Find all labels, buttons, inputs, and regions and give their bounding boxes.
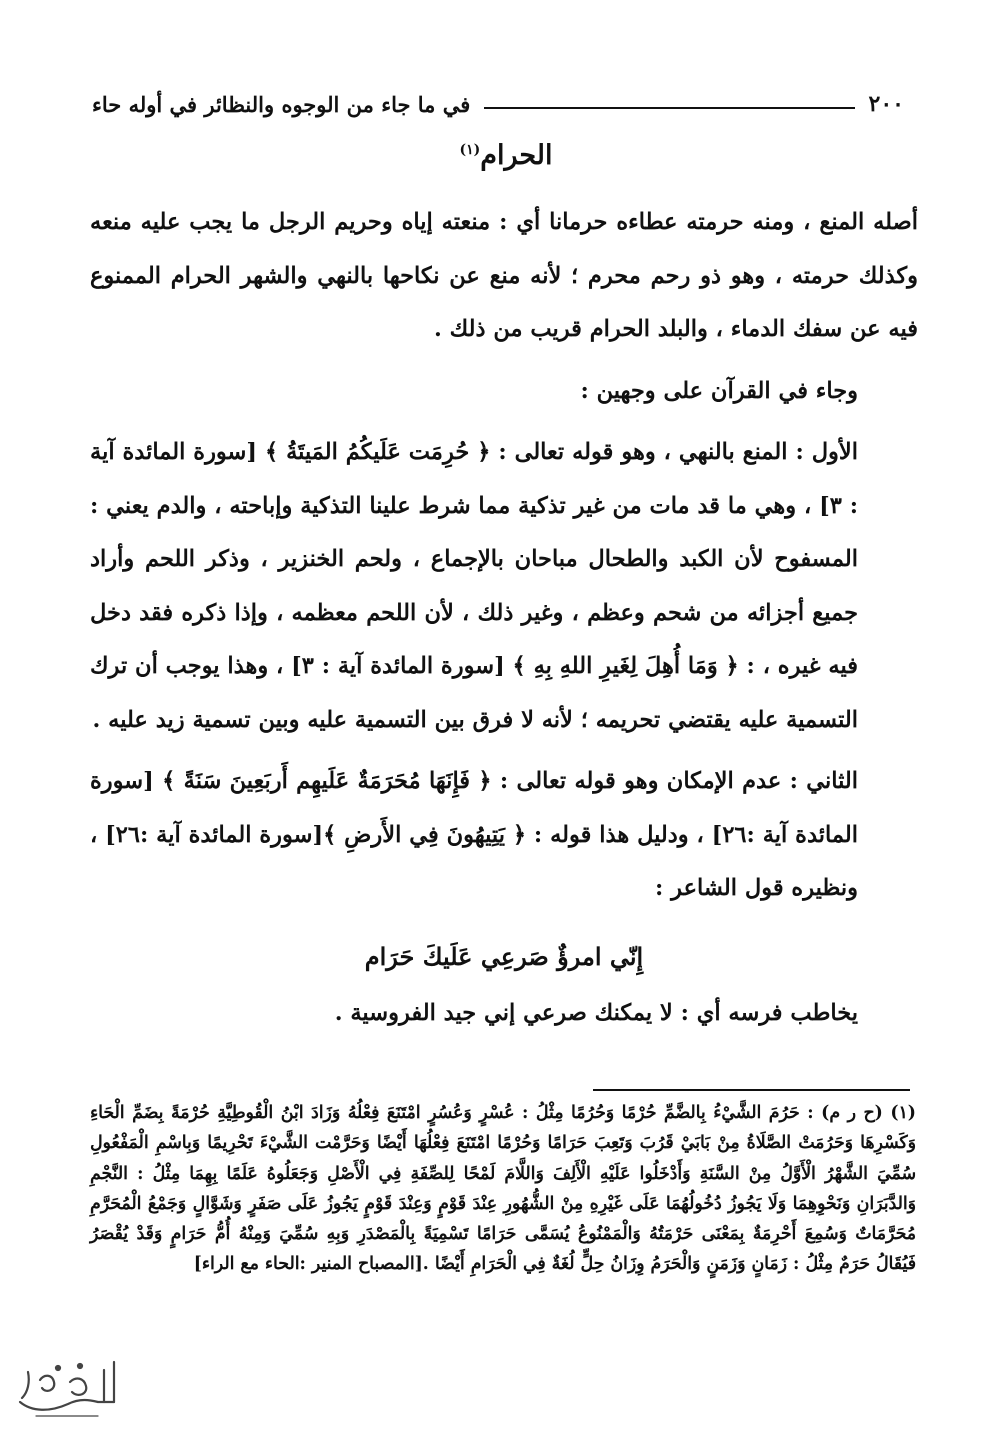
paragraph-first-aspect: الأول : المنع بالنهي ، وهو قوله تعالى : ﴿ حُرِمَت عَلَيكُمُ المَيتَةُ ﴾ [سورة المائدة آية : ٣] ، وهي ما قد مات من غير تذكية مما شرط علينا التذكية وإباحته ، والدم يعني : المسفوح لأن الكبد والطحال مباحان بالإجماع ، ولحم الخنزير ، وذكر اللحم وأراد جميع أجزائه من شحم وعظم ، وغير ذلك ، لأن اللحم معظمه ، وإذا ذكره فقد دخل فيه غيره ، : ﴿ وَمَا أُهِلَ لِغَيرِ اللهِ بِهِ ﴾ [سورة المائدة آية : ٣] ، وهذا يوجب أن ترك التسمية عليه يقتضي تحريمه ؛ لأنه لا فرق بين التسمية عليه وبين تسمية زيد عليه . — [90, 439, 859, 733]
footnote-marker: (١) — [890, 1103, 916, 1123]
footnotes — [90, 1098, 916, 1280]
watermark-calligraphy-icon — [20, 1362, 114, 1416]
footnote-rule — [593, 1089, 910, 1091]
running-title: في ما جاء من الوجوه والنظائر في أوله حاء — [92, 91, 471, 117]
footnote-item — [90, 1098, 916, 1280]
page-number: ٢٠٠ — [868, 91, 904, 117]
paragraph-second-aspect: الثاني : عدم الإمكان وهو قوله تعالى : ﴿ فَإِنَهَا مُحَرَمَةٌ عَلَيهِم أَربَعِينَ سَنَةً ﴾ [سورة المائدة آية :٢٦] ، ودليل هذا قوله : ﴿ يَتِيهُونَ فِي الأَرضِ ﴾[سورة المائدة آية :٢٦] ، ونظيره قول الشاعر : — [90, 768, 858, 901]
page-header — [92, 84, 904, 124]
entry-footnote-ref: (١) — [459, 142, 481, 158]
paragraph-aspects-intro: وجاء في القرآن على وجهين : — [580, 377, 858, 404]
closing-line: يخاطب فرسه أي : لا يمكنك صرعي إني جيد الفروسية . — [334, 1000, 858, 1026]
entry-title-text: الحرام — [480, 140, 553, 171]
header-rule — [484, 107, 854, 109]
poem-line: إِنّي امرؤٌ صَرعِي عَلَيكَ حَرَام — [364, 941, 644, 971]
paragraph-definition: أصله المنع ، ومنه حرمته عطاءه حرمانا أي : منعته إياه وحريم الرجل ما يجب عليه منعه وكذلك حرمته ، وهو ذو رحم محرم ؛ لأنه منع عن نكاحها بالنهي والشهر الحرام الممنوع فيه عن سفك الدماء ، والبلد الحرام قريب من ذلك . — [90, 209, 918, 342]
footnote-text: (ح ر م) : حَرُمَ الشَّيْءُ بِالضَّمِّ حُرْمًا وَحُرُمًا مِثْلُ : عُسْرٍ وَعُسُرٍ امْتَنَعَ فِعْلُهُ وَزَادَ ابْنُ الْقُوطِيَّةِ حُرْمَةً بِضَمِّ الْحَاءِ وَكَسْرِهَا وَحَرُمَتْ الصَّلَاةُ مِنْ بَابَيْ قَرُبَ وَتَعِبَ حَرَامًا وَحُرْمًا امْتَنَعَ فِعْلُهَا أَيْضًا وَحَرَّمْت الشَّيْءَ تَحْرِيمًا وَبِاسْمِ الْمَفْعُولِ سُمِّيَ الشَّهْرُ الْأَوَّلُ مِنْ السَّنَةِ وَأَدْخَلُوا عَلَيْهِ الْأَلِفَ وَاللَّامَ لَمْحًا لِلصِّفَةِ فِي الْأَصْلِ وَجَعَلُوهُ عَلَمًا بِهِمَا مِثْلُ : النَّجْمِ وَالدَّبَرَانِ وَنَحْوِهِمَا وَلَا يَجُوزُ دُخُولُهُمَا عَلَى غَيْرِهِ مِنْ الشُّهُورِ عِنْدَ قَوْمٍ وَعِنْدَ قَوْمٍ يَجُوزُ عَلَى صَفَرٍ وَشَوَّالٍ وَجَمْعُ الْمُحَرَّمِ مُحَرَّمَاتٌ وَسُمِعَ أَحْرِمَةٌ بِمَعْنَى حَرْمَتُهُ وَالْمَمْنُوعُ يُسَمَّى حَرَامًا تَسْمِيَةً بِالْمَصْدَرِ وَبِهِ سُمِّيَ وَمِنْهُ أُمُّ حَرَامٍ وَقَدْ يُقْصَرُ فَيُقَالُ حَرَمٌ مِثْلُ : زَمَانٍ وَزَمَنٍ وَالْحَرَمُ وِزَانُ حِلٍّ لُغَةٌ فِي الْحَرَامِ أَيْضًا .[المصباح المنير :الحاء مع الراء] — [90, 1103, 916, 1275]
body-text — [90, 196, 918, 1049]
entry-title — [100, 140, 912, 171]
watermark-logo — [10, 1352, 122, 1426]
